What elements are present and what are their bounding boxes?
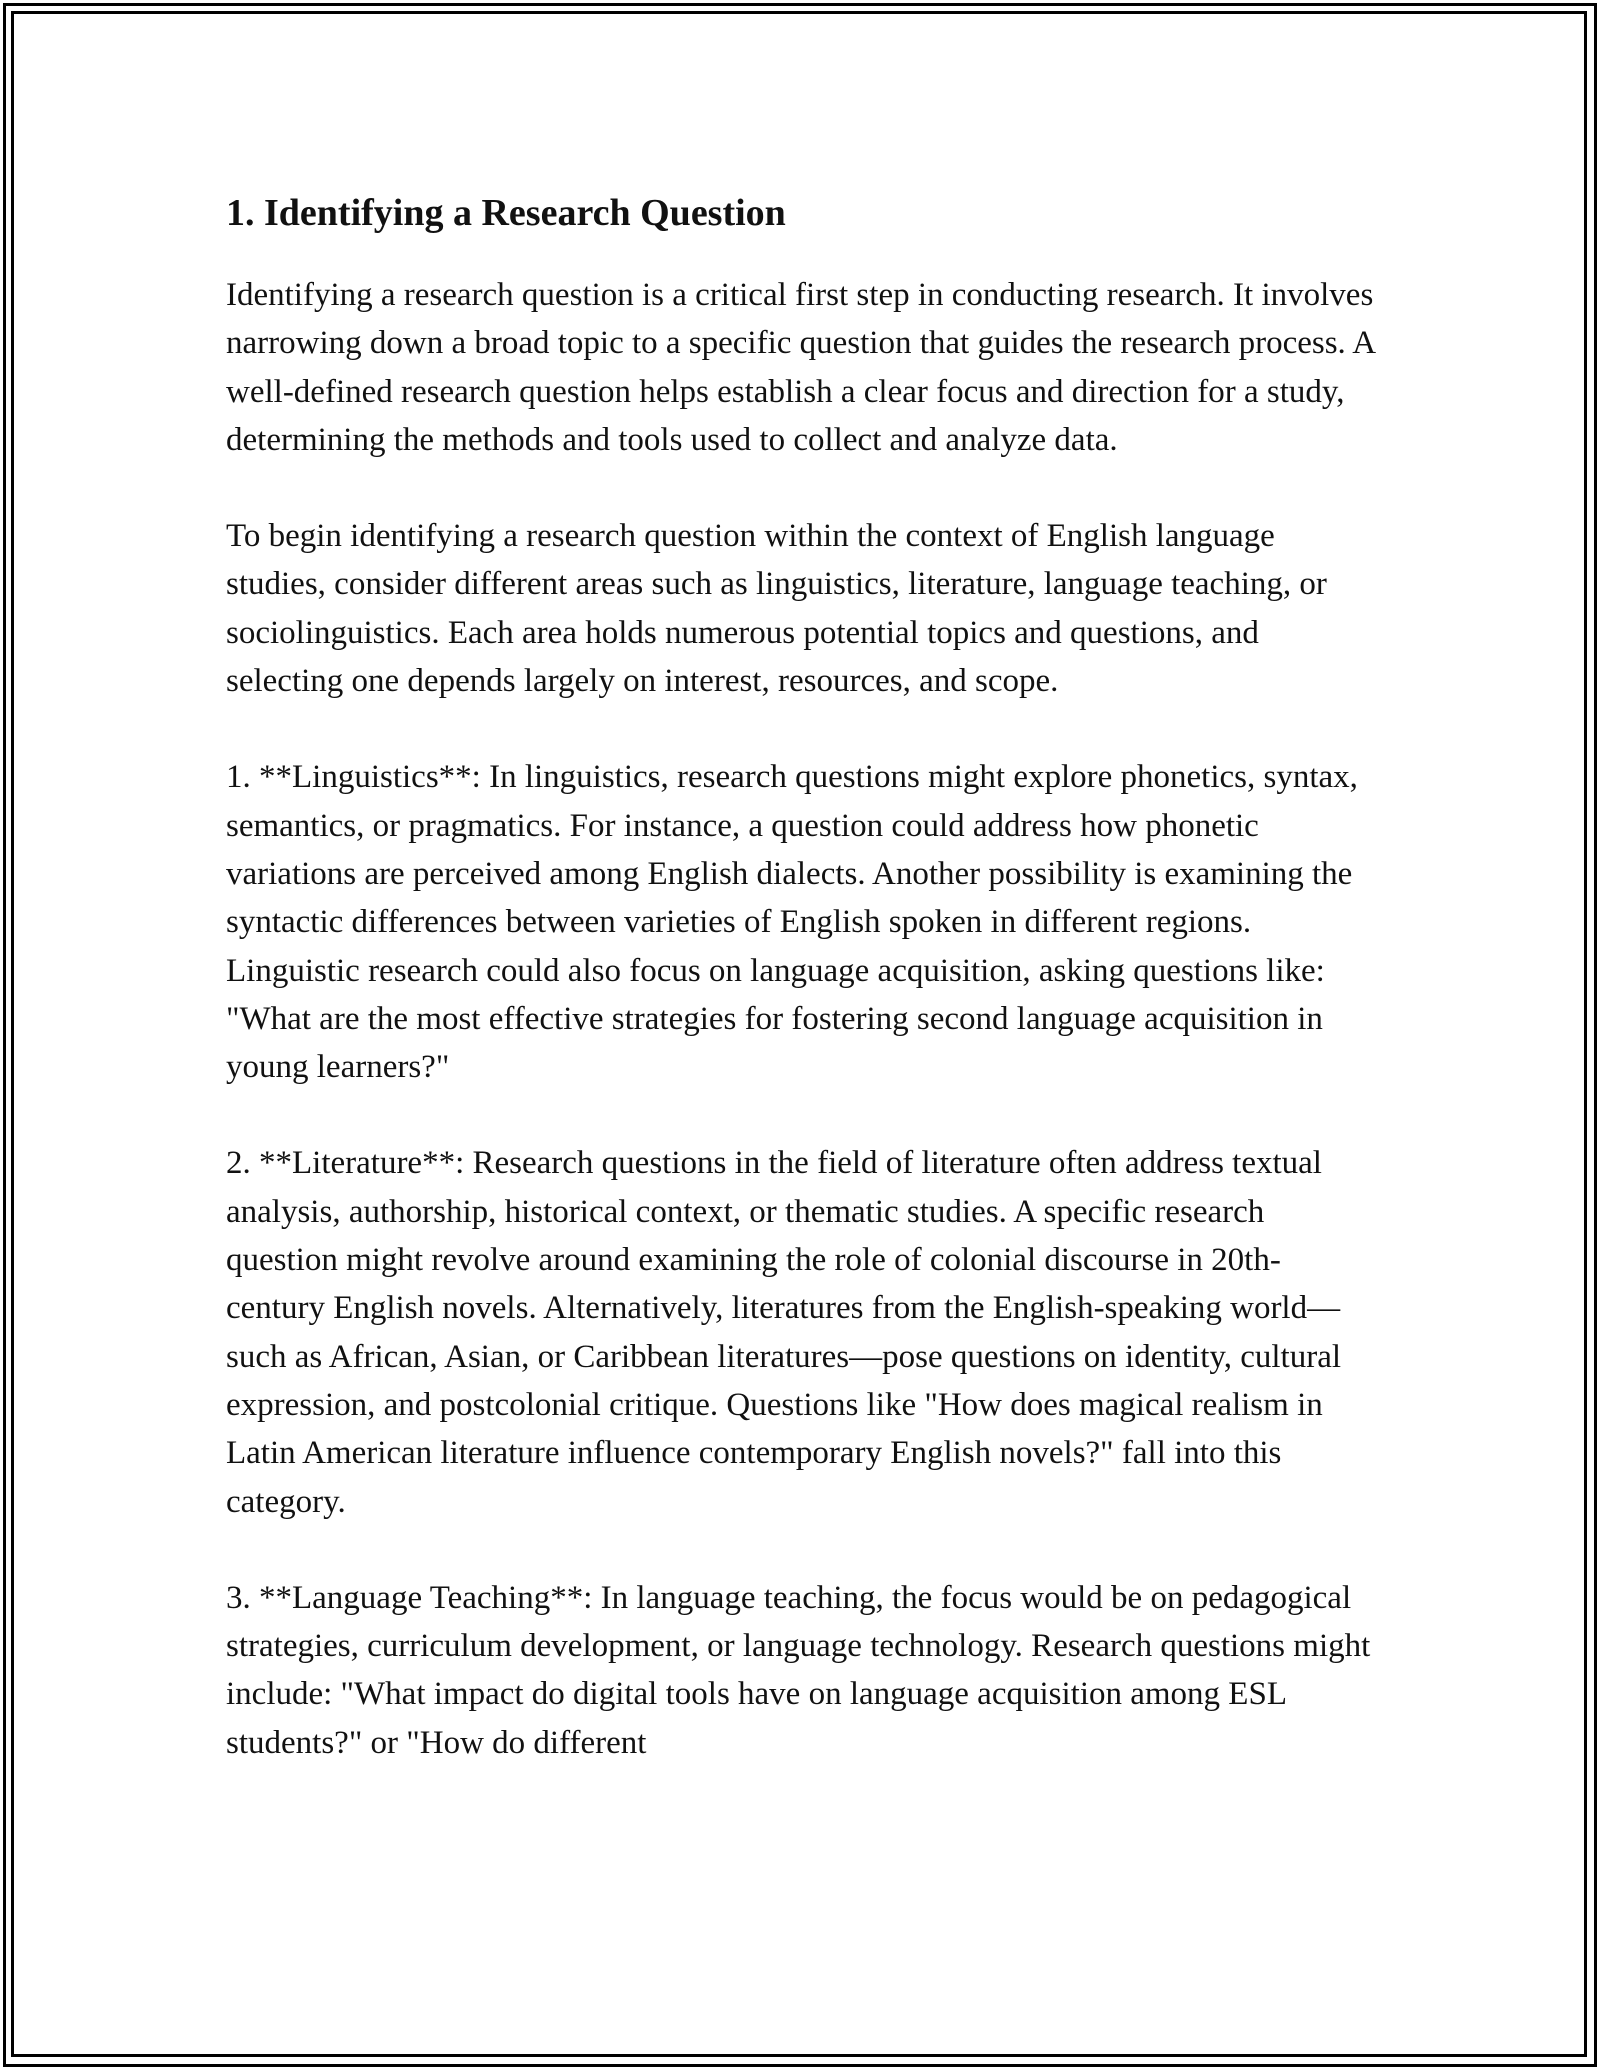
document-body xyxy=(226,183,1376,1767)
language-teaching-paragraph: 3. **Language Teaching**: In language teaching, the focus would be on pedagogical strategies, curriculum development, or language technology. Research questions might include: "What impact do digital tools have on language acquisition among ESL students?" or "How do different xyxy=(226,1579,1371,1761)
section-heading: 1. Identifying a Research Question xyxy=(226,192,786,234)
intro-paragraph: Identifying a research question is a critical first step in conducting research. It involves narrowing down a broad topic to a specific question that guides the research process. A well-defined research question helps establish a clear focus and direction for a study, determining the methods and tools used to collect and analyze data. xyxy=(226,277,1375,458)
literature-paragraph: 2. **Literature**: Research questions in the field of literature often address textual analysis, authorship, historical context, or thematic studies. A specific research question might revolve around examining the role of colonial discourse in 20th-century English novels. Alternatively, literatures from the English-speaking world—such as African, Asian, or Caribbean literatures—pose questions on identity, cultural expression, and postcolonial critique. Questions like "How does magical realism in Latin American literature influence contemporary English novels?" fall into this category. xyxy=(226,1145,1342,1520)
linguistics-paragraph: 1. **Linguistics**: In linguistics, research questions might explore phonetics, syntax, semantics, or pragmatics. For instance, a question could address how phonetic variations are perceived among English dialects. Another possibility is examining the syntactic differences between varieties of English spoken in different regions. Linguistic research could also focus on language acquisition, asking questions like: "What are the most effective strategies for fostering second language acquisition in young learners?" xyxy=(226,759,1358,1086)
context-paragraph: To begin identifying a research question within the context of English language studies, consider different areas such as linguistics, literature, language teaching, or sociolinguistics. Each area holds numerous potential topics and questions, and selecting one depends largely on interest, resources, and scope. xyxy=(226,518,1327,700)
